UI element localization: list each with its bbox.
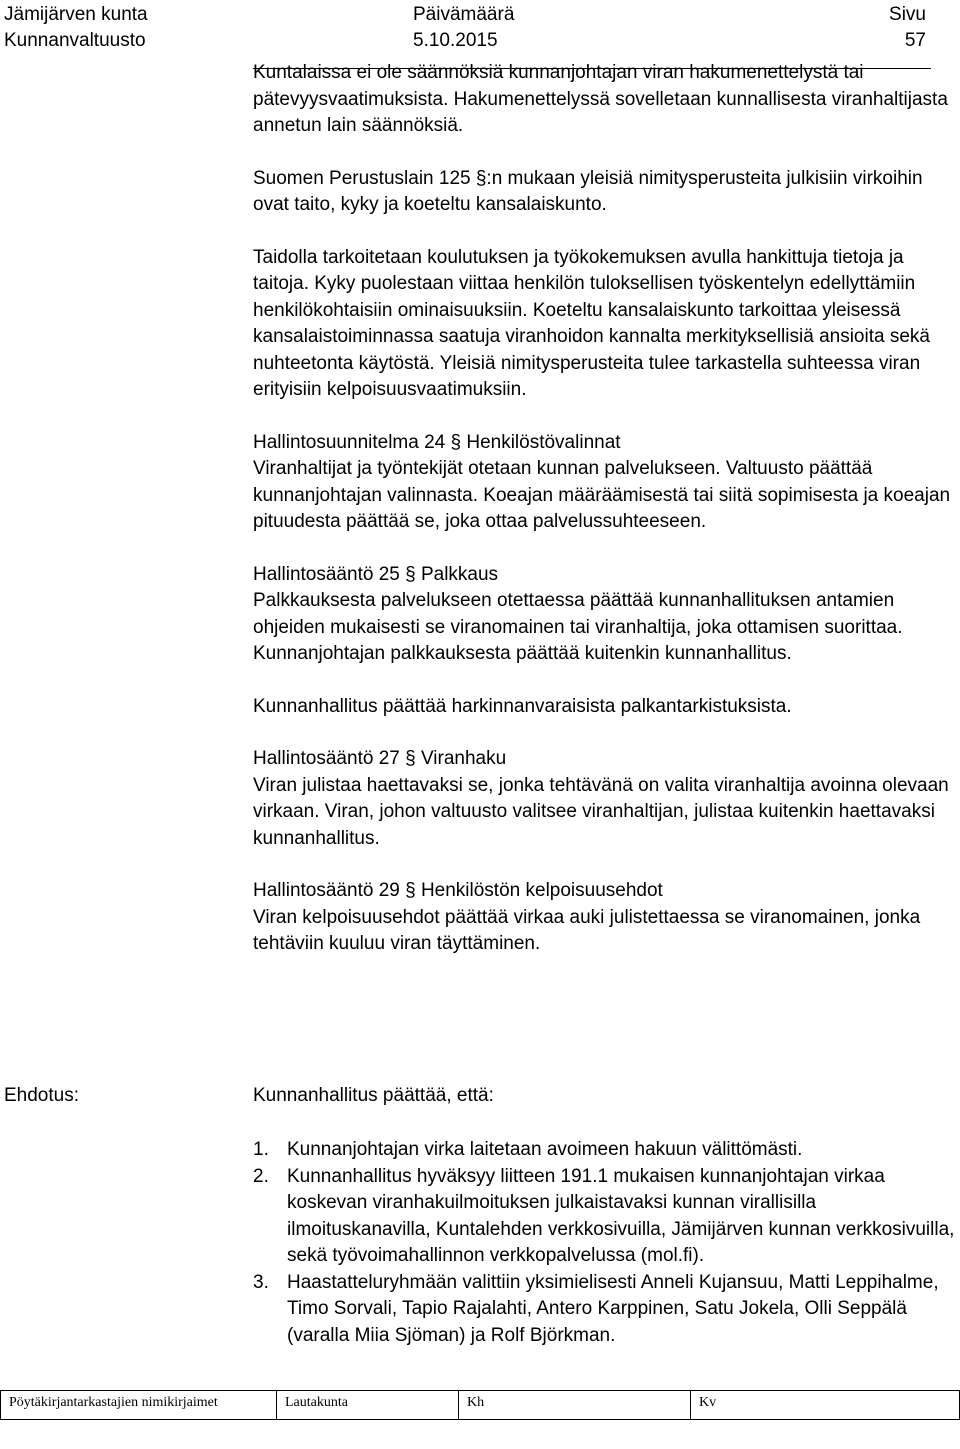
header-page: [889, 2, 926, 54]
proposal-intro: Kunnanhallitus päättää, että:: [253, 1085, 494, 1106]
page-number: 57: [904, 30, 926, 51]
list-item: [253, 1270, 960, 1350]
paragraph: Taidolla tarkoitetaan koulutuksen ja työkokemuksen avulla hankittuja tietoja ja taitoja. Kyky puolestaan viittaa henkilön tuloksellisen työskentelyn edellyttämiin henkilökohtaisiin ominaisuuksiin. Koeteltu kansalaiskunto tarkoittaa yleisessä kansalaistoiminnassa saatuja viranhoidon kannalta merkityksellisiä ansioita sekä nuhteetonta käytöstä. Yleisiä nimitysperusteita tulee tarkastella suhteessa viran erityisiin kelpoisuusvaatimuksiin.: [253, 246, 930, 400]
signature-footer: [0, 1390, 960, 1420]
document-body: [253, 60, 960, 958]
footer-signers: Pöytäkirjantarkastajien nimikirjaimet: [0, 1390, 276, 1420]
date-label: Päivämäärä: [413, 4, 515, 25]
header-left: [4, 2, 148, 54]
section-heading: Hallintosääntö 27 § Viranhaku: [253, 748, 507, 769]
section-heading: Hallintosuunnitelma 24 § Henkilöstövalinnat: [253, 431, 621, 453]
proposal-list: [253, 1137, 960, 1349]
footer-kv: Kv: [690, 1390, 960, 1420]
paragraph: Viran kelpoisuusehdot päättää virkaa auki julistettaessa se viranomainen, jonka tehtäviin kuuluu viran täyttäminen.: [253, 906, 921, 954]
header-date: [413, 2, 514, 54]
list-number: 2.: [253, 1165, 269, 1187]
list-text: Kunnanhallitus hyväksyy liitteen 191.1 mukaisen kunnanjohtajan virkaa koskevan viranhakuilmoituksen julkaistavaksi kunnan virallisilla ilmoituskanavilla, Kuntalehden verkkosivuilla, Jämijärven kunnan verkkosivuilla, sekä työvoimahallinnon verkkopalvelussa (mol.fi).: [287, 1165, 955, 1266]
list-number: 3.: [253, 1271, 269, 1293]
list-text: Haastatteluryhmään valittiin yksimielisesti Anneli Kujansuu, Matti Leppihalme, Timo Sorvali, Tapio Rajalahti, Antero Karppinen, Satu Jokela, Olli Seppälä (varalla Miia Sjöman) ja Rolf Björkman.: [287, 1271, 939, 1346]
list-item: [253, 1164, 960, 1270]
list-number: 1.: [253, 1139, 269, 1160]
paragraph: Viran julistaa haettavaksi se, jonka tehtävänä on valita viranhaltija avoinna olevaan virkaan. Viran, johon valtuusto valitsee viranhaltijan, julistaa kuitenkin haettavaksi kunnanhallitus.: [253, 774, 949, 849]
list-item: [253, 1137, 960, 1164]
footer-kh: Kh: [458, 1390, 690, 1420]
paragraph: Viranhaltijat ja työntekijät otetaan kunnan palvelukseen. Valtuusto päättää kunnanjohtajan valinnasta. Koeajan määräämisestä tai siitä sopimisesta ja koeajan pituudesta päättää se, joka ottaa palvelussuhteeseen.: [253, 458, 951, 532]
paragraph: Kunnanhallitus päättää harkinnanvaraisista palkantarkistuksista.: [253, 695, 792, 717]
paragraph: Palkkauksesta palvelukseen otettaessa päättää kunnanhallituksen antamien ohjeiden mukaisesti se viranomainen tai viranhaltija, joka ottamisen suorittaa. Kunnanjohtajan palkkauksesta päättää kuitenkin kunnanhallitus.: [253, 590, 903, 664]
date-value: 5.10.2015: [413, 30, 498, 51]
paragraph: Suomen Perustuslain 125 §:n mukaan yleisiä nimitysperusteita julkisiin virkoihin ovat taito, kyky ja koeteltu kansalaiskunto.: [253, 167, 923, 215]
body-name: Kunnanvaltuusto: [4, 30, 146, 51]
section-heading: Hallintosääntö 29 § Henkilöstön kelpoisuusehdot: [253, 880, 663, 901]
proposal-label: Ehdotus:: [4, 1085, 79, 1106]
org-name: Jämijärven kunta: [4, 4, 148, 25]
page-label: Sivu: [889, 4, 926, 25]
section-heading: Hallintosääntö 25 § Palkkaus: [253, 563, 499, 585]
list-text: Kunnanjohtajan virka laitetaan avoimeen hakuun välittömästi.: [287, 1139, 803, 1160]
footer-board: Lautakunta: [276, 1390, 458, 1420]
paragraph: Kuntalaissa ei ole säännöksiä kunnanjohtajan viran hakumenettelystä tai pätevyysvaatimuksista. Hakumenettelyssä sovelletaan kunnallisesta viranhaltijasta annetun lain säännöksiä.: [253, 62, 948, 136]
